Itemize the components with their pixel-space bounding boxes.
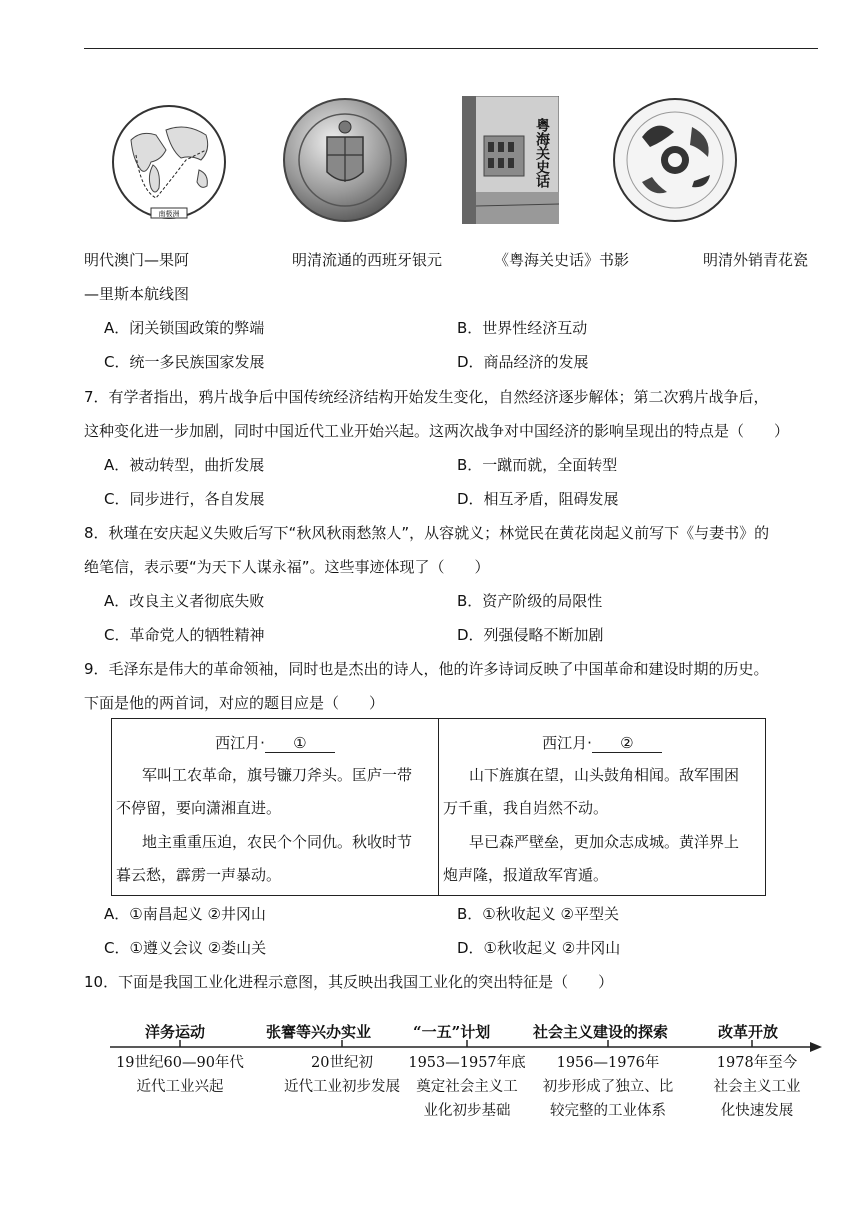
q6-option-c[interactable]: C．统一多民族国家发展 [104, 353, 265, 371]
porcelain-plate-image [612, 97, 738, 223]
image-caption-porcelain: 明清外销青花瓷 [703, 251, 809, 269]
poem1-line-3: 地主重重压迫，农民个个同仇。秋收时节 [142, 833, 413, 851]
q9-option-b[interactable]: B．①秋收起义 ②平型关 [457, 905, 619, 923]
poem1-line-1: 军叫工农革命，旗号镰刀斧头。匡庐一带 [142, 766, 413, 784]
poem2-line-1: 山下旌旗在望，山头鼓角相闻。敌军围困 [469, 766, 740, 784]
image-caption-route-map: 明代澳门—果阿 [84, 251, 190, 269]
poem-table [111, 718, 766, 896]
q6-option-b[interactable]: B．世界性经济互动 [457, 319, 588, 337]
timeline-item-3: 1953—1957年底 奠定社会主义工 业化初步基础 [408, 1055, 526, 1119]
timeline-item-1: 19世纪60—90年代 近代工业兴起 [116, 1055, 244, 1095]
q8-option-c[interactable]: C．革命党人的牺牲精神 [104, 626, 265, 644]
q8-option-b[interactable]: B．资产阶级的局限性 [457, 592, 603, 610]
poem2-line-2: 万千重，我自岿然不动。 [443, 799, 609, 817]
q6-option-d[interactable]: D．商品经济的发展 [457, 353, 589, 371]
timeline-item-4: 1956—1976年 初步形成了独立、比 较完整的工业体系 [542, 1055, 674, 1119]
image-caption-coin: 明清流通的西班牙银元 [292, 251, 443, 269]
poem-cell-2 [439, 719, 766, 896]
q7-option-d[interactable]: D．相互矛盾，阻碍发展 [457, 490, 619, 508]
q6-option-a[interactable]: A．闭关锁国政策的弊端 [104, 319, 265, 337]
book-title: 粤海关史话 [534, 118, 550, 188]
timeline-label-4: 社会主义建设的探索 [533, 1023, 669, 1041]
q9-option-c[interactable]: C．①遵义会议 ②娄山关 [104, 939, 267, 957]
poem2-line-4: 炮声隆，报道敌军宵遁。 [443, 866, 609, 884]
timeline-label-2: 张謇等兴办实业 [266, 1023, 372, 1041]
q9-option-a[interactable]: A．①南昌起义 ②井冈山 [104, 905, 266, 923]
poem1-line-4: 暮云愁，霹雳一声暴动。 [116, 866, 282, 884]
poem1-line-2: 不停留，要向潇湘直进。 [116, 799, 282, 817]
q8-option-d[interactable]: D．列强侵略不断加剧 [457, 626, 604, 644]
q8-stem-line1: 8．秋瑾在安庆起义失败后写下“秋风秋雨愁煞人”，从容就义；林觉民在黄花岗起义前写下《与妻书》的 [84, 524, 770, 542]
poem2-line-3: 早已森严壁垒，更加众志成城。黄洋界上 [469, 833, 740, 851]
book-cover-image [462, 96, 559, 224]
silver-coin-image [282, 97, 408, 223]
header-rule [84, 48, 818, 49]
timeline-item-5: 1978年至今 社会主义工业 化快速发展 [713, 1055, 801, 1119]
timeline-item-2: 20世纪初 近代工业初步发展 [284, 1055, 400, 1095]
q7-stem-line1: 7．有学者指出，鸦片战争后中国传统经济结构开始发生变化，自然经济逐步解体；第二次鸦片战争后， [84, 388, 769, 406]
q8-option-a[interactable]: A．改良主义者彻底失败 [104, 592, 265, 610]
image-caption-route-map-cont: —里斯本航线图 [84, 285, 190, 303]
map-label: 南极洲 [158, 210, 180, 218]
q7-stem-line2: 这种变化进一步加剧，同时中国近代工业开始兴起。这两次战争对中国经济的影响呈现出的特点是（ ） [84, 422, 790, 440]
q7-option-a[interactable]: A．被动转型，曲折发展 [104, 456, 265, 474]
poem1-title: 西江月· ① [112, 732, 438, 753]
poem2-blank: ② [592, 734, 662, 753]
poem2-title: 西江月· ② [439, 732, 765, 753]
q10-stem: 10．下面是我国工业化进程示意图，其反映出我国工业化的突出特征是（ ） [84, 973, 614, 991]
poem-cell-1 [112, 719, 439, 896]
q9-option-d[interactable]: D．①秋收起义 ②井冈山 [457, 939, 621, 957]
q7-option-c[interactable]: C．同步进行，各自发展 [104, 490, 265, 508]
q9-stem-line1: 9．毛泽东是伟大的革命领袖，同时也是杰出的诗人，他的许多诗词反映了中国革命和建设时期的历史。 [84, 660, 769, 678]
timeline-label-5: 改革开放 [718, 1023, 779, 1041]
q7-option-b[interactable]: B．一蹴而就，全面转型 [457, 456, 618, 474]
image-caption-book: 《粤海关史话》书影 [494, 251, 630, 269]
q8-stem-line2: 绝笔信，表示要“为天下人谋永福”。这些事迹体现了（ ） [84, 558, 490, 576]
q9-stem-line2: 下面是他的两首词，对应的题目应是（ ） [84, 694, 385, 712]
poem1-blank: ① [265, 734, 335, 753]
timeline-label-1: 洋务运动 [145, 1023, 206, 1041]
timeline-label-3: “一五”计划 [413, 1023, 491, 1041]
route-map-image [111, 100, 227, 224]
